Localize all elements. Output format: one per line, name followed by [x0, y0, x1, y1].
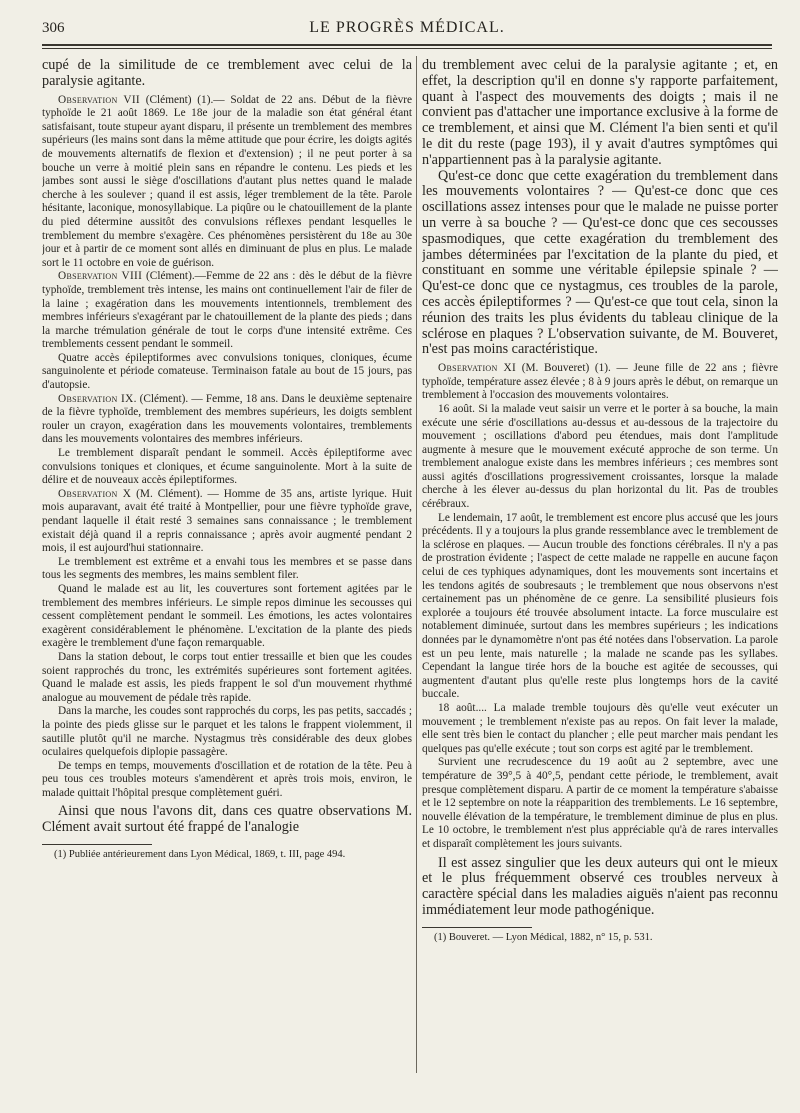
observation-paragraph: Le tremblement est extrême et a envahi tous les membres et se passe dans tous les segments des membres, les mains semblent filer.: [42, 555, 412, 582]
observation-label: Observation VIII: [58, 270, 143, 283]
observation-label: Observation IX: [58, 392, 134, 405]
observation-paragraph: Quatre accès épileptiformes avec convulsions toniques, cloniques, écume sanguinolente et période comateuse. Terminaison fatale au bout de 15 jours, pas d'autopsie.: [42, 351, 412, 392]
observation-7: [42, 94, 412, 271]
body-paragraph: Qu'est-ce donc que cette exagération du tremblement dans les mouvements volontaires ? — Qu'est-ce donc que ces oscillations assez intenses pour que le malade ne puisse porter un verre à sa bouche ? — Qu'est-ce donc que ces secousses spasmodiques, que cette exagération du tremblement des jambes déterminées par l'excitation de la plante du pied, et constituant en somme une véritable épilepsie spinale ? — Qu'est-ce donc que ce nystagmus, ces troubles de la parole, ces accès épileptiformes ? — Qu'est-ce que tout cela, sinon la réunion des traits les plus évidents du tableau clinique de la sclérose en plaques ? L'observation suivante, de M. Bouveret, n'est pas moins caractéristique.: [422, 167, 778, 358]
footnote-rule: [422, 927, 532, 928]
observation-label: Observation VII: [58, 93, 140, 106]
right-column: [422, 58, 778, 1101]
column-divider: [416, 56, 417, 1073]
observation-text: (Clément).—Femme de 22 ans : dès le début de la fièvre typhoïde, tremblement très intense, les mains ont continuellement l'air de filer de la laine ; exagération dans les mouvements intentionnels, tremblement des membres inférieurs s'exagérant par le chatouillement de la plante des pieds ; dans la marche trémulation générale de tout le corps d'une intensité extrême. Ces tremblements cessent pendant le sommeil.: [42, 270, 412, 351]
observation-label: Observation XI: [438, 362, 517, 375]
observation-text: (M. Bouveret) (1). — Jeune fille de 22 ans ; fièvre typhoïde, température assez élevée ; 8 à 9 jours après le début, on remarque un tremblement à l'occasion des mouvements volontaires.: [422, 362, 778, 402]
footnote: (1) Bouveret. — Lyon Médical, 1882, n° 15, p. 531.: [434, 931, 653, 943]
observation-text: (M. Clément). — Homme de 35 ans, artiste lyrique. Huit mois auparavant, avait été traité à Montpellier, pour une fièvre typhoïde grave, pendant laquelle il était resté 3 semaines sans connaissance ; le tremblement existait déjà quand il a repris connaissance ; après avoir augmenté pendant 2 mois, il est aujourd'hui stationnaire.: [42, 487, 412, 555]
observation-9: [42, 393, 412, 447]
observation-paragraph: Dans la station debout, le corps tout entier tressaille et bien que les coudes soient rapprochés du tronc, les extrémités supérieures sont fortement agitées. Quand le malade est assis, les pieds frappent le sol d'un mouvement rhythmé analogue au mouvement de pédale très rapide.: [42, 650, 412, 704]
footnote-rule: [42, 844, 152, 845]
observation-paragraph: Le lendemain, 17 août, le tremblement est encore plus accusé que les jours précédents. Il y a toujours la plus grande ressemblance avec le tremblement de la sclérose en plaques. — Aucun trouble des fonctions cérébrales. Il n'y a pas de prostration évidente ; l'aspect de cette malade ne rappelle en aucune façon celui de ces typhiques adynamiques, dont les mouvements sont incertains et les tendons agités de soubresauts ; le tremblement que nous observons n'est certainement pas un phénomène de ce genre. La sensibilité plusieurs fois explorée a toujours été trouvée absolument intacte. La force musculaire est notablement diminuée, surtout dans les membres supérieurs ; les indications données par le dynamomètre n'ont pas été notées dans l'observation. La parole est un peu lente, mais naturelle ; la malade ne scande pas les syllabes. Cependant la langue tirée hors de la bouche est agitée de secousses, qui augmentent d'autant plus qu'elle reste plus longtemps hors de la cavité buccale.: [422, 511, 778, 701]
observation-paragraph: 16 août. Si la malade veut saisir un verre et le porter à sa bouche, la main exécute une série d'oscillations au-dessus et au-dessous de la trajectoire du mouvement ; oscillations d'abord peu étendues, mais dont l'amplitude augmente à mesure que le mouvement exécuté approche de son terme. Un tremblement analogue existe dans les membres inférieurs ; ces membres sont aussi agités d'oscillations progressivement croissantes, lorsque la malade cherche à les élever au-dessus du plan horizontal du lit. Pas de troubles cérébraux.: [422, 402, 778, 511]
intro-paragraph: cupé de la similitude de ce tremblement avec celui de la paralysie agitante.: [42, 58, 412, 89]
page-number: 306: [42, 20, 65, 36]
observation-10: [42, 488, 412, 556]
observation-text: . (Clément). — Femme, 18 ans. Dans le deuxième septenaire de la fièvre typhoïde, tremblement des membres supérieurs, les doigts semblent rouler un crayon, exagération dans les mouvements volontaires, tremblements dans les mouvements volontaires des membres inférieurs.: [42, 392, 412, 446]
observation-text: (Clément) (1).— Soldat de 22 ans. Début de la fièvre typhoïde le 21 août 1869. Le 18e jour de la maladie son état général étant satisfaisant, toute stupeur ayant disparu, il présente un tremblement des membres supérieurs (les mains sont dans la même attitude que pour écrire, les doigts agités de mouvements alternatifs de flexion et d'extension) ; il ne peut porter à sa bouche un verre à moitié plein sans en répandre le contenu. Les pieds et les jambes sont aussi le siège d'oscillations d'autant plus nettes quand le malade cherche à les soulever ; quand il est assis, léger tremblement de la tête. Parole hésitante, laconique, monosyllabique. La piqûre ou le chatouillement de la plante du pied détermine aussitôt des convulsions réflexes pendant lesquelles le tremblement du membre s'exagère. Ces phénomènes persistèrent du 18e au 30e jour et à partir de ce moment sont allés en diminuant de plus en plus. Le malade sort le 11 octobre en voie de guérison.: [42, 93, 412, 269]
closing-paragraph: Il est assez singulier que les deux auteurs qui ont le mieux et le plus fréquemment observé ces troubles nerveux à caractère spécial dans les maladies aiguës n'aient pas reconnu immédiatement leur mode pathogénique.: [422, 854, 778, 918]
left-column: [42, 58, 412, 1101]
footnote: (1) Publiée antérieurement dans Lyon Médical, 1869, t. III, page 494.: [54, 849, 346, 861]
observation-paragraph: Survient une recrudescence du 19 août au 2 septembre, avec une température de 39°,5 à 40°,5, pendant cette période, le tremblement, avait presque complètement disparu. A partir de ce moment la température s'abaisse et le 12 septembre on note la réapparition des tremblements. Le 16 septembre, nouvelle élévation de la température, le tremblement diminue de plus en plus. Le 10 octobre, le tremblement n'est plus appréciable qu'à de rares intervalles et disparaît complètement les jours suivants.: [422, 756, 778, 850]
observation-8: [42, 270, 412, 352]
observation-paragraph: Le tremblement disparaît pendant le sommeil. Accès épileptiforme avec convulsions toniques et cloniques, et écume sanguinolente. Mort à la suite de délire et de nouveaux accès épileptiformes.: [42, 447, 412, 487]
observation-paragraph: Quand le malade est au lit, les couvertures sont fortement agitées par le tremblement des membres inférieurs. Le simple repos diminue les secousses qui cessent complètement pendant le sommeil. Les émotions, les actes volontaires exagèrent considérablement le phénomène. L'excitation de la plante des pieds exagère le tremblement d'une façon remarquable.: [42, 582, 412, 650]
observation-paragraph: Dans la marche, les coudes sont rapprochés du corps, les pas petits, saccadés ; la pointe des pieds glisse sur le parquet et les talons le frappent violemment, il sautille plutôt qu'il ne marche. Nystagmus très considérable des deux globes oculaires quelquefois diplopie passagère.: [42, 705, 412, 759]
observation-11: [422, 362, 778, 403]
observation-label: Observation X: [58, 487, 132, 500]
body-paragraph: du tremblement avec celui de la paralysie agitante ; et, en effet, la description qu'il en donne s'y rapporte parfaitement, quant à l'aspect des mouvements des doigts ; mais il ne convient pas d'attacher une importance exclusive à la forme de ce tremblement, et ainsi que M. Clément l'a bien senti et qu'il le dit du reste (page 193), il y avait d'autres symptômes qui n'appartiennent pas à la paralysie agitante.: [422, 58, 778, 168]
closing-paragraph: Ainsi que nous l'avons dit, dans ces quatre observations M. Clément avait surtout été frappé de l'analogie: [42, 803, 412, 836]
observation-paragraph: De temps en temps, mouvements d'oscillation et de rotation de la tête. Peu à peu tous ces troubles moteurs s'amendèrent et après trois mois, environ, le malade quittait l'hôpital presque complètement guéri.: [42, 759, 412, 799]
journal-title: LE PROGRÈS MÉDICAL.: [309, 19, 505, 36]
page-header: [42, 18, 772, 46]
observation-paragraph: 18 août.... La malade tremble toujours dès qu'elle veut exécuter un mouvement ; le tremblement n'existe pas au repos. On fait lever la malade, elle sent très bien le contact du plancher ; elle peut marcher mais pendant les quelques pas qu'elle exécute ; tout son corps est agité par le tremblement.: [422, 701, 778, 755]
